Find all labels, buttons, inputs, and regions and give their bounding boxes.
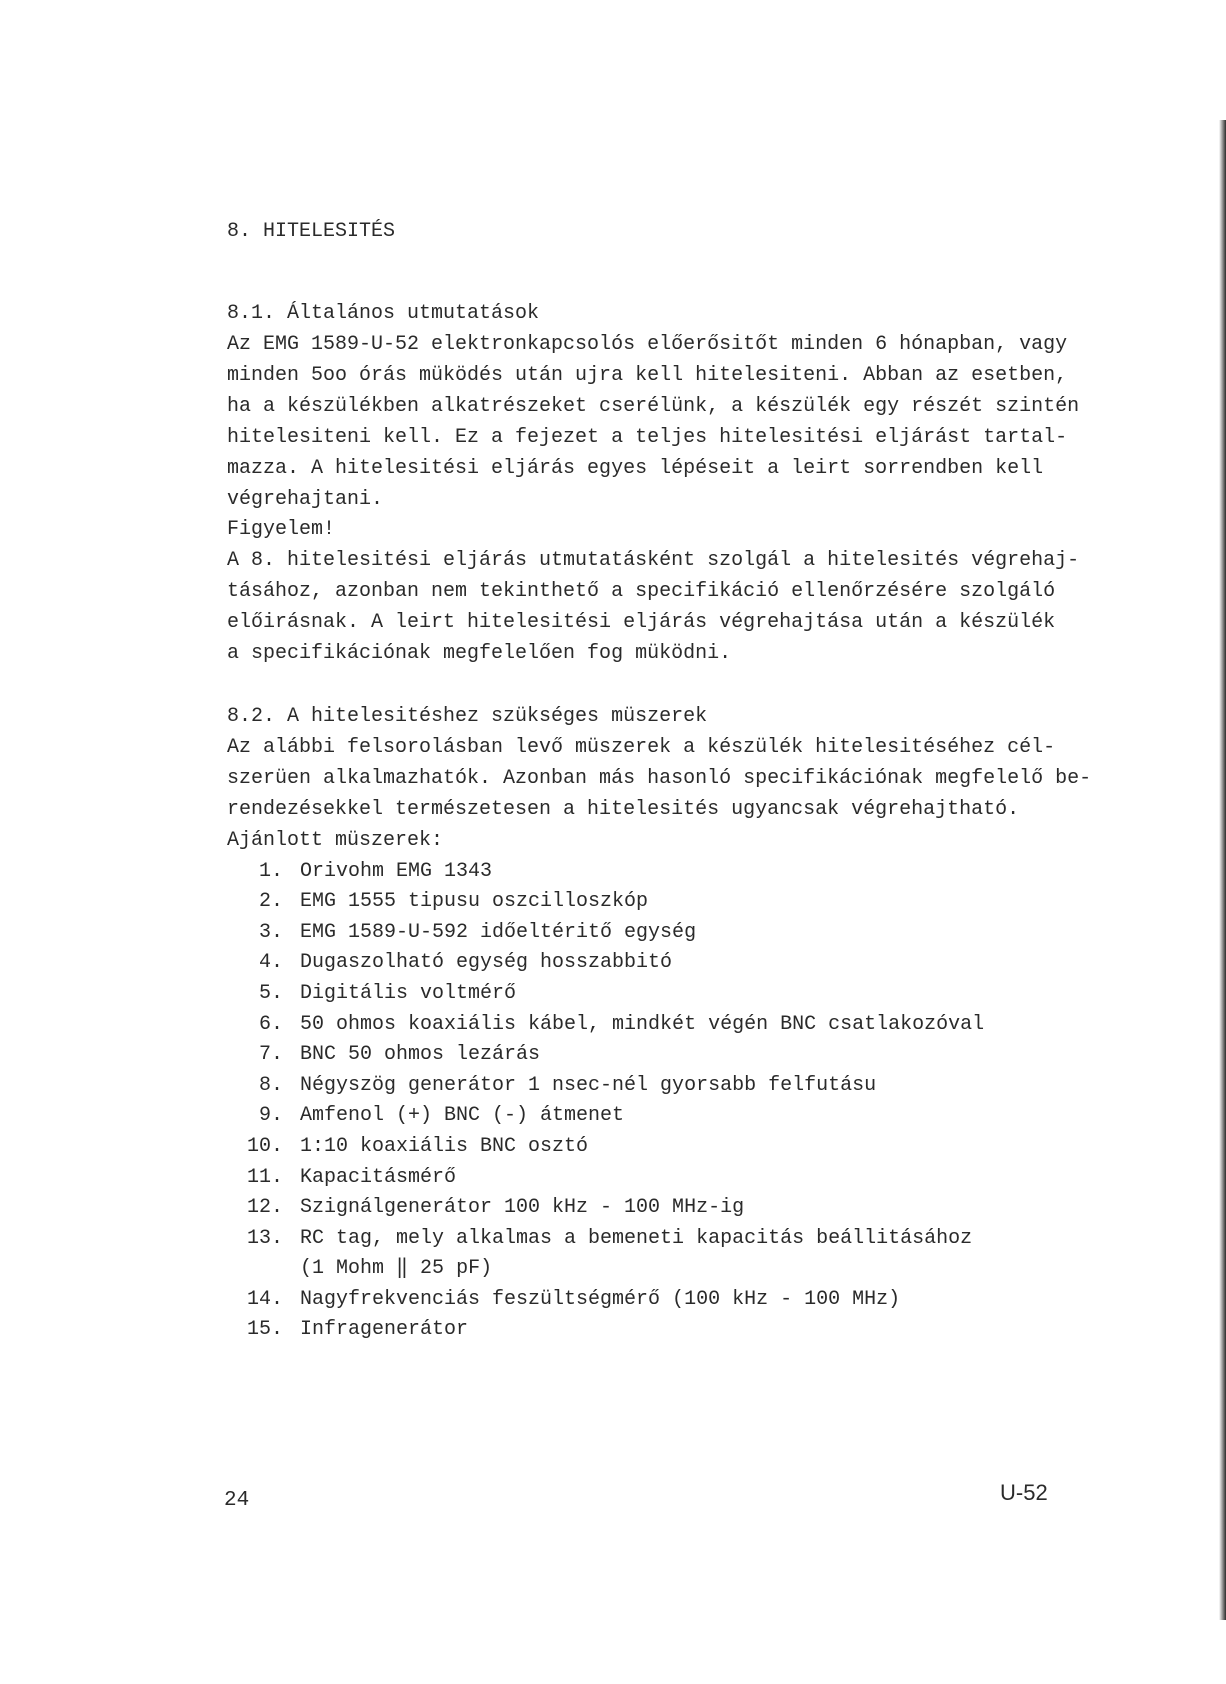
list-item-number: 11.: [246, 1166, 283, 1189]
list-item-text: Amfenol (+) BNC (-) átmenet: [300, 1104, 625, 1127]
paragraph-line: előirásnak. A leirt hitelesitési eljárás végrehajtása után a készülék: [227, 611, 1056, 634]
list-item-number: 9.: [258, 1104, 283, 1127]
list-item-text: 50 ohmos koaxiális kábel, mindkét végén BNC csatlakozóval: [300, 1013, 985, 1036]
paragraph-line: A 8. hitelesitési eljárás utmutatásként szolgál a hitelesités végrehaj-: [227, 549, 1080, 572]
list-item-number: 15.: [246, 1318, 283, 1341]
page-number: 24: [224, 1489, 250, 1512]
list-item-text: RC tag, mely alkalmas a bemeneti kapacitás beállitásához: [300, 1227, 973, 1250]
heading-8-1: 8.1. Általános utmutatások: [227, 302, 540, 325]
paragraph-line: mazza. A hitelesitési eljárás egyes lépéseit a leirt sorrendben kell: [227, 457, 1044, 480]
paragraph-line: végrehajtani.: [227, 488, 384, 511]
section-title: 8. HITELESITÉS: [227, 220, 396, 243]
paragraph-line: ha a készülékben alkatrészeket cserélünk, a készülék egy részét szintén: [227, 395, 1080, 418]
list-item-number: 5.: [258, 982, 283, 1005]
list-item-text: Szignálgenerátor 100 kHz - 100 MHz-ig: [300, 1196, 745, 1219]
list-item-text: BNC 50 ohmos lezárás: [300, 1043, 541, 1066]
scan-edge-shadow: [1219, 120, 1226, 1620]
paragraph-line: tásához, azonban nem tekinthető a specifikáció ellenőrzésére szolgáló: [227, 580, 1056, 603]
list-item-text: Dugaszolható egység hosszabbitó: [300, 951, 673, 974]
list-item-number: 13.: [246, 1227, 283, 1250]
list-item-number: 8.: [258, 1074, 283, 1097]
list-item-number: 2.: [258, 890, 283, 913]
list-item-number: 10.: [246, 1135, 283, 1158]
list-item-text: EMG 1589-U-592 időeltéritő egység: [300, 921, 697, 944]
list-item-text: EMG 1555 tipusu oszcilloszkóp: [300, 890, 649, 913]
list-item-text: Digitális voltmérő: [300, 982, 517, 1005]
paragraph-line: rendezésekkel természetesen a hitelesités ugyancsak végrehajtható.: [227, 798, 1020, 821]
paragraph-line: a specifikációnak megfelelően fog müködni.: [227, 642, 732, 665]
warning-label: Figyelem!: [227, 518, 336, 541]
document-code: U-52: [1000, 1480, 1048, 1505]
list-item-number: 3.: [258, 921, 283, 944]
list-item-number: 12.: [246, 1196, 283, 1219]
heading-8-2: 8.2. A hitelesitéshez szükséges müszerek: [227, 705, 708, 728]
paragraph-line: minden 5oo órás müködés után ujra kell hitelesiteni. Abban az esetben,: [227, 364, 1068, 387]
list-item-number: 7.: [258, 1043, 283, 1066]
paragraph-line: Az EMG 1589-U-52 elektronkapcsolós előerősitőt minden 6 hónapban, vagy: [227, 333, 1068, 356]
list-item-text: Infragenerátor: [300, 1318, 469, 1341]
list-item-text: Négyszög generátor 1 nsec-nél gyorsabb felfutásu: [300, 1074, 877, 1097]
paragraph-line: Az alábbi felsorolásban levő müszerek a készülék hitelesitéséhez cél-: [227, 736, 1056, 759]
list-item-text: Orivohm EMG 1343: [300, 860, 493, 883]
list-item-number: 4.: [258, 951, 283, 974]
list-item-number: 14.: [246, 1288, 283, 1311]
list-item-text: Kapacitásmérő: [300, 1166, 457, 1189]
paragraph-line: hitelesiteni kell. Ez a fejezet a teljes hitelesitési eljárást tartal-: [227, 426, 1068, 449]
list-item-text: 1:10 koaxiális BNC osztó: [300, 1135, 589, 1158]
list-item-text: Nagyfrekvenciás feszültségmérő (100 kHz - 100 MHz): [300, 1288, 901, 1311]
list-item-text: (1 Mohm ‖ 25 pF): [300, 1257, 493, 1280]
paragraph-line: szerüen alkalmazhatók. Azonban más hasonló specifikációnak megfelelő be-: [227, 767, 1092, 790]
list-intro: Ajánlott müszerek:: [227, 829, 444, 852]
list-item-number: 6.: [258, 1013, 283, 1036]
list-item-number: 1.: [258, 860, 283, 883]
